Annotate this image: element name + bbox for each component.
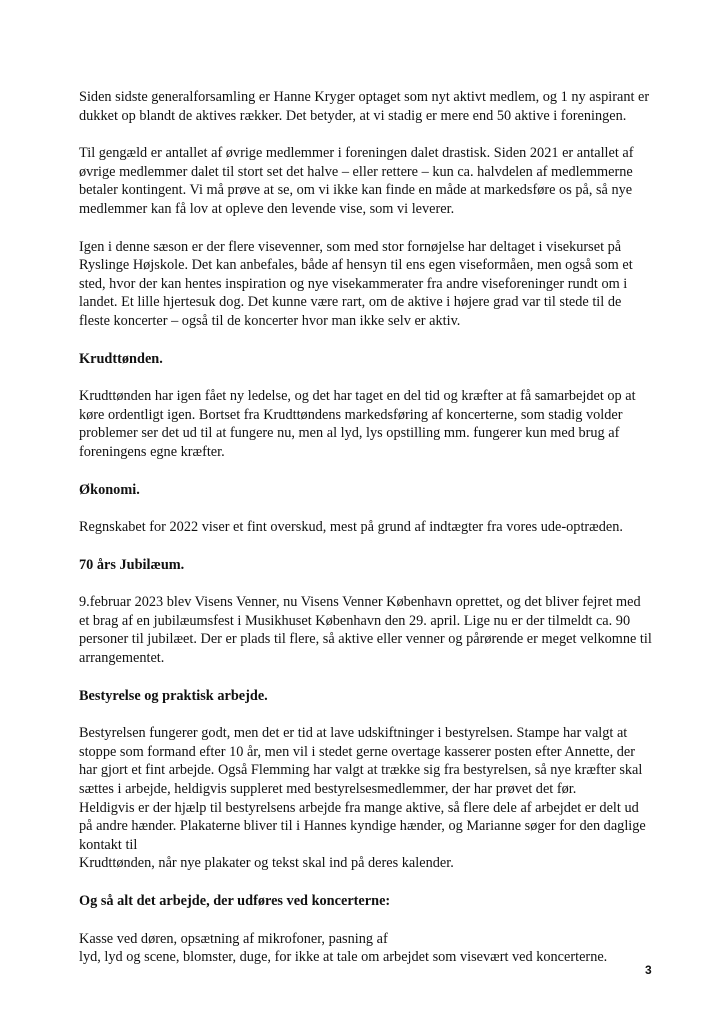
paragraph-koncerter <box>79 930 654 967</box>
heading-jubilaeum: 70 års Jubilæum. <box>79 556 185 573</box>
paragraph-krudttonden: Krudttønden har igen fået ny ledelse, og det har taget en del tid og kræfter at få samarbejdet op at køre ordentligt igen. Bortset fra Krudttøndens markedsføring af koncerterne, som stadig volder problemer ser det ud til at fungere nu, men al lyd, lys opstilling mm. fungerer kun med brug af foreningens egne kræfter. <box>79 388 636 460</box>
bestyrelse-text-2: Heldigvis er der hjælp til bestyrelsens arbejde fra mange aktive, så flere dele af arbejdet er delt ud på andre hænder. Plakaterne bliver til i Hannes kyndige hænder, og Marianne søger for den daglige kontakt til <box>79 799 646 853</box>
heading-bestyrelse: Bestyrelse og praktisk arbejde. <box>79 687 268 704</box>
paragraph-jubilaeum: 9.februar 2023 blev Visens Venner, nu Visens Venner København oprettet, og det bliver fejret med et brag af en jubilæumsfest i Musikhuset København den 29. april. Lige nu er der tilmeldt ca. 90 personer til jubilæet. Der er plads til flere, så aktive eller venner og pårørende er meget velkomne til arrangementet. <box>79 594 652 667</box>
bestyrelse-text-3: Krudttønden, når nye plakater og tekst skal ind på deres kalender. <box>79 855 454 872</box>
page-number: 3 <box>645 963 652 977</box>
bestyrelse-text-1: Bestyrelsen fungerer godt, men det er tid at lave udskiftninger i bestyrelsen. Stampe har valgt at stoppe som formand efter 10 år, men vil i stedet gerne overtage kasserer posten efter Annette, der har gjort et fint arbejde. Også Flemming har valgt at trække sig fra bestyrelsen, så nye kræfter skal sættes i arbejde, heldigvis suppleret med bestyrelsesmedlemmer, der har prøvet det før. <box>79 725 643 798</box>
paragraph-members: Siden sidste generalforsamling er Hanne Kryger optaget som nyt aktivt medlem, og 1 ny aspirant er dukket op blandt de aktives rækker. Det betyder, at vi stadig er mere end 50 aktive i foreningen. <box>79 89 650 124</box>
koncerter-line-1: Kasse ved døren, opsætning af mikrofoner, pasning af <box>79 930 388 947</box>
paragraph-other-members: Til gengæld er antallet af øvrige medlemmer i foreningen dalet drastisk. Siden 2021 er antallet af øvrige medlemmer dalet til stort set det halve – eller rettere – kun ca. halvdelen af medlemmerne betaler kontingent. Vi må prøve at se, om vi ikke kan finde en måde at markedsføre os på, så nye medlemmer kan få lov at opleve den levende vise, som vi leverer. <box>79 145 634 217</box>
paragraph-okonomi: Regnskabet for 2022 viser et fint overskud, mest på grund af indtægter fra vores ude-optræden. <box>79 519 623 536</box>
koncerter-line-2: lyd, lyd og scene, blomster, duge, for ikke at tale om arbejdet som visevært ved koncerterne. <box>79 949 608 966</box>
heading-krudttonden: Krudttønden. <box>79 350 163 367</box>
paragraph-bestyrelse <box>79 724 654 873</box>
heading-koncerter: Og så alt det arbejde, der udføres ved koncerterne: <box>79 893 391 909</box>
heading-okonomi: Økonomi. <box>79 481 140 498</box>
document-body <box>79 88 654 986</box>
paragraph-course: Igen i denne sæson er der flere visevenner, som med stor fornøjelse har deltaget i visekurset på Ryslinge Højskole. Det kan anbefales, både af hensyn til ens egen viseformåen, men også som et sted, hvor der kan hentes inspiration og nye visekammerater fra andre viseforeninger rundt om i landet. Et lille hjertesuk dog. Det kunne være rart, om de aktive i højere grad var til stede til de fleste koncerter – også til de koncerter hvor man ikke selv er aktiv. <box>79 238 633 329</box>
